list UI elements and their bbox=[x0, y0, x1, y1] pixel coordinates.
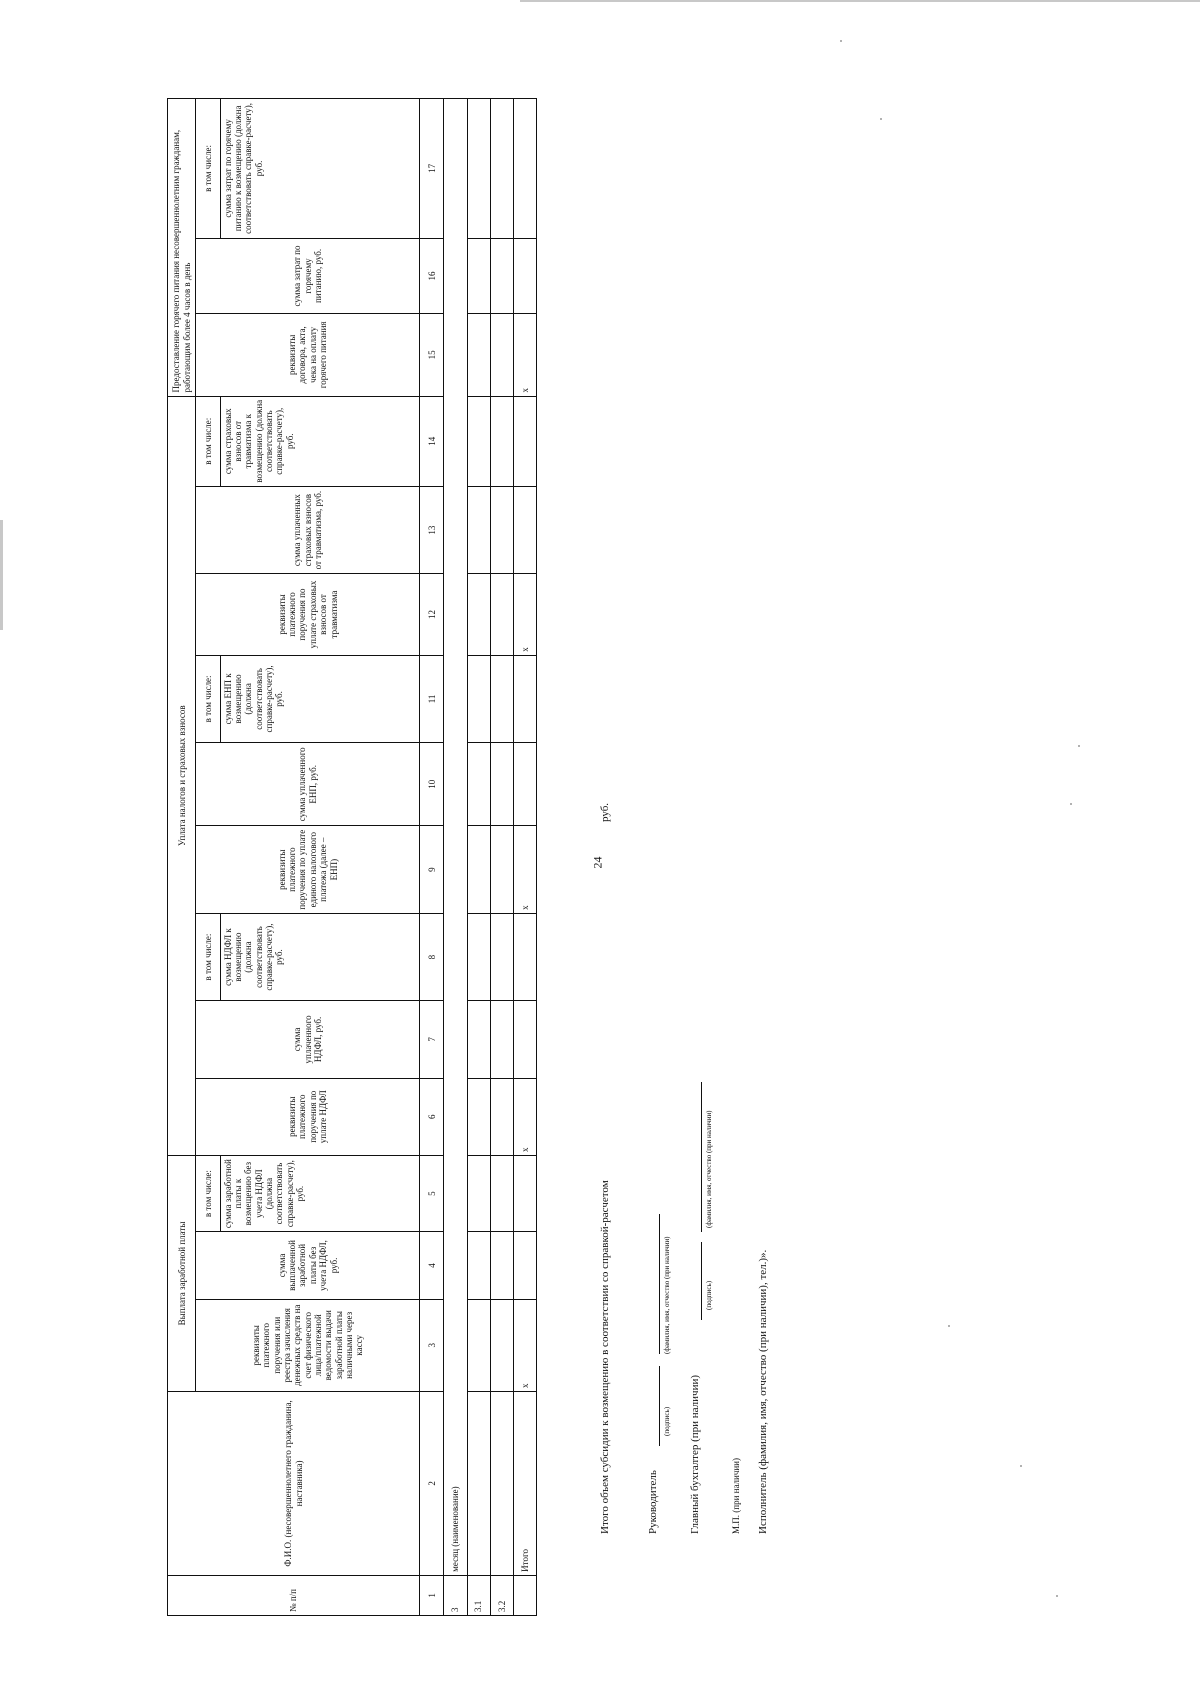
head-name-line[interactable] bbox=[659, 1214, 660, 1354]
table-row-3 bbox=[444, 99, 467, 1616]
group-head-taxes: Уплата налогов и страховых взносов bbox=[168, 396, 196, 1155]
scan-speck bbox=[840, 40, 842, 42]
total-label: Итого bbox=[513, 1392, 536, 1576]
col-number: 6 bbox=[420, 1078, 444, 1155]
total-subsidy-label: Итого объем субсидии к возмещению в соответствии со справкой-расчетом bbox=[599, 1180, 611, 1534]
col-head-3: реквизиты платежного поручения или реестра зачисления денежных средств на счет физического лица/платежной ведомости выдачи заработной платы наличными через кассу bbox=[196, 1299, 420, 1391]
group-head-food: Предоставление горячего питания несовершеннолетним гражданам, работающим более 4 часов в день bbox=[168, 99, 196, 397]
head-name-caption: (фамилия, имя, отчество (при наличии) bbox=[663, 1236, 671, 1354]
col-head-17: сумма затрат по горячему питанию к возмещению (должна соответствовать справке-расчету), руб. bbox=[220, 99, 420, 239]
table-cell[interactable] bbox=[513, 238, 536, 313]
table-cell[interactable] bbox=[490, 396, 513, 486]
scan-speck bbox=[1056, 1595, 1058, 1597]
accountant-label: Главный бухгалтер (при наличии) bbox=[689, 1374, 701, 1534]
head-signature-line[interactable] bbox=[659, 1366, 660, 1446]
table-cell[interactable] bbox=[467, 314, 490, 396]
table-cell[interactable] bbox=[490, 1299, 513, 1391]
scan-speck bbox=[880, 118, 882, 120]
col-number: 8 bbox=[420, 913, 444, 1000]
group-head-salary: Выплата заработной платы bbox=[168, 1155, 196, 1391]
cross-mark: х bbox=[513, 574, 536, 655]
table-cell[interactable] bbox=[467, 1299, 490, 1391]
col-head-11-incl: в том числе: bbox=[196, 655, 220, 742]
table-cell[interactable] bbox=[490, 1155, 513, 1231]
head-label: Руководитель bbox=[647, 1470, 659, 1534]
table-cell[interactable] bbox=[467, 396, 490, 486]
table-cell[interactable] bbox=[490, 826, 513, 913]
row-number: 3.2 bbox=[490, 1575, 513, 1615]
col-head-5-incl: в том числе: bbox=[196, 1155, 220, 1231]
table-cell[interactable] bbox=[467, 1392, 490, 1576]
col-number: 7 bbox=[420, 1001, 444, 1078]
scan-speck bbox=[1070, 803, 1072, 805]
col-head-17-incl: в том числе: bbox=[196, 99, 220, 239]
table-cell[interactable] bbox=[490, 743, 513, 826]
table-cell[interactable] bbox=[467, 574, 490, 655]
table-cell[interactable] bbox=[467, 826, 490, 913]
col-number: 15 bbox=[420, 314, 444, 396]
table-cell[interactable] bbox=[513, 655, 536, 742]
col-number: 3 bbox=[420, 1299, 444, 1391]
col-head-8-incl: в том числе: bbox=[196, 913, 220, 1000]
page-number: 24 bbox=[590, 856, 605, 869]
table-row-3-2 bbox=[490, 99, 513, 1616]
table-cell[interactable] bbox=[467, 1001, 490, 1078]
table-cell[interactable] bbox=[490, 913, 513, 1000]
table-cell[interactable] bbox=[513, 1001, 536, 1078]
table-cell[interactable] bbox=[467, 238, 490, 313]
cross-mark: х bbox=[513, 314, 536, 396]
col-head-9: реквизиты платежного поручения по уплате единого налогового платежа (далее – ЕНП) bbox=[196, 826, 420, 913]
col-head-13: сумма уплаченных страховых взносов от травматизма, руб. bbox=[196, 486, 420, 573]
col-number: 4 bbox=[420, 1232, 444, 1299]
col-head-7: сумма уплаченного НДФЛ, руб. bbox=[196, 1001, 420, 1078]
table-cell[interactable] bbox=[467, 655, 490, 742]
col-head-15: реквизиты договора, акта, чека на оплату горячего питания bbox=[196, 314, 420, 396]
scan-edge bbox=[520, 0, 1200, 2]
col-number: 10 bbox=[420, 743, 444, 826]
table-cell[interactable] bbox=[513, 1232, 536, 1299]
accountant-signature-line[interactable] bbox=[701, 1242, 702, 1320]
col-number: 16 bbox=[420, 238, 444, 313]
col-head-16: сумма затрат по горячему питанию, руб. bbox=[196, 238, 420, 313]
table-cell[interactable] bbox=[513, 396, 536, 486]
row-number: 3 bbox=[444, 1575, 467, 1615]
table-cell[interactable] bbox=[490, 99, 513, 239]
col-number: 1 bbox=[420, 1575, 444, 1615]
head-signature-caption: (подпись) bbox=[663, 1406, 671, 1436]
table-cell[interactable] bbox=[490, 238, 513, 313]
table-cell[interactable] bbox=[490, 1001, 513, 1078]
col-head-5: сумма заработной платы к возмещению без учета НДФЛ (должна соответствовать справке-расчету), руб. bbox=[220, 1155, 420, 1231]
table-cell[interactable] bbox=[467, 99, 490, 239]
table-cell[interactable] bbox=[490, 486, 513, 573]
table-cell[interactable] bbox=[467, 743, 490, 826]
col-head-fio: Ф.И.О. (несовершеннолетнего гражданина, наставника) bbox=[168, 1392, 420, 1576]
scan-speck bbox=[1020, 1465, 1022, 1467]
scan-edge bbox=[0, 520, 3, 630]
month-name-cell: месяц (наименование) bbox=[444, 99, 467, 1576]
row-number: 3.1 bbox=[467, 1575, 490, 1615]
table-row-3-1 bbox=[467, 99, 490, 1616]
table-cell[interactable] bbox=[467, 486, 490, 573]
table-cell[interactable] bbox=[490, 655, 513, 742]
col-number: 17 bbox=[420, 99, 444, 239]
col-head-11: сумма ЕНП к возмещению (должна соответствовать справке-расчету), руб. bbox=[220, 655, 420, 742]
col-number: 5 bbox=[420, 1155, 444, 1231]
col-head-8: сумма НДФЛ к возмещению (должна соответствовать справке-расчету), руб. bbox=[220, 913, 420, 1000]
row-number bbox=[513, 1575, 536, 1615]
rub-unit: руб. bbox=[599, 802, 611, 822]
table-cell[interactable] bbox=[490, 1078, 513, 1155]
stamp-place-label: М.П. (при наличии) bbox=[731, 1458, 741, 1534]
col-head-12: реквизиты платежного поручения по уплате страховых взносов от травматизма bbox=[196, 574, 420, 655]
scan-speck bbox=[948, 1325, 950, 1327]
table-cell[interactable] bbox=[467, 1078, 490, 1155]
col-head-14: сумма страховых взносов от травматизма к возмещению (должна соответствовать справке-расчету), руб. bbox=[220, 396, 420, 486]
col-head-number: № п/п bbox=[168, 1575, 420, 1615]
scan-speck bbox=[1078, 745, 1080, 747]
col-head-6: реквизиты платежного поручения по уплате НДФЛ bbox=[196, 1078, 420, 1155]
table-cell[interactable] bbox=[513, 486, 536, 573]
table-cell[interactable] bbox=[513, 1155, 536, 1231]
col-number: 14 bbox=[420, 396, 444, 486]
col-number: 11 bbox=[420, 655, 444, 742]
table-cell[interactable] bbox=[513, 99, 536, 239]
col-number: 12 bbox=[420, 574, 444, 655]
column-number-row bbox=[420, 99, 444, 1616]
col-number: 13 bbox=[420, 486, 444, 573]
accountant-name-line[interactable] bbox=[701, 1082, 702, 1232]
subsidy-report-form bbox=[167, 98, 769, 1616]
table-cell[interactable] bbox=[490, 1232, 513, 1299]
cross-mark: х bbox=[513, 1299, 536, 1391]
table-cell[interactable] bbox=[467, 1232, 490, 1299]
table-row-total bbox=[513, 99, 536, 1616]
table-cell[interactable] bbox=[467, 913, 490, 1000]
total-subsidy-line bbox=[599, 98, 619, 1616]
cross-mark: х bbox=[513, 826, 536, 913]
accountant-name-caption: (фамилия, имя, отчество (при наличии) bbox=[705, 1110, 713, 1228]
col-head-10: сумма уплаченного ЕНП, руб. bbox=[196, 743, 420, 826]
table-cell[interactable] bbox=[490, 574, 513, 655]
col-number: 9 bbox=[420, 826, 444, 913]
accountant-signature-caption: (подпись) bbox=[705, 1280, 713, 1310]
executor-label: Исполнитель (фамилия, имя, отчество (при наличии), тел.)». bbox=[757, 1249, 769, 1534]
table-cell[interactable] bbox=[513, 913, 536, 1000]
table-cell[interactable] bbox=[513, 743, 536, 826]
table-cell[interactable] bbox=[490, 314, 513, 396]
subsidy-table bbox=[167, 98, 537, 1616]
table-cell[interactable] bbox=[467, 1155, 490, 1231]
cross-mark: х bbox=[513, 1078, 536, 1155]
col-head-4: сумма выплаченной заработной платы без учета НДФЛ, руб. bbox=[196, 1232, 420, 1299]
col-head-14-incl: в том числе: bbox=[196, 396, 220, 486]
col-number: 2 bbox=[420, 1392, 444, 1576]
table-cell[interactable] bbox=[490, 1392, 513, 1576]
